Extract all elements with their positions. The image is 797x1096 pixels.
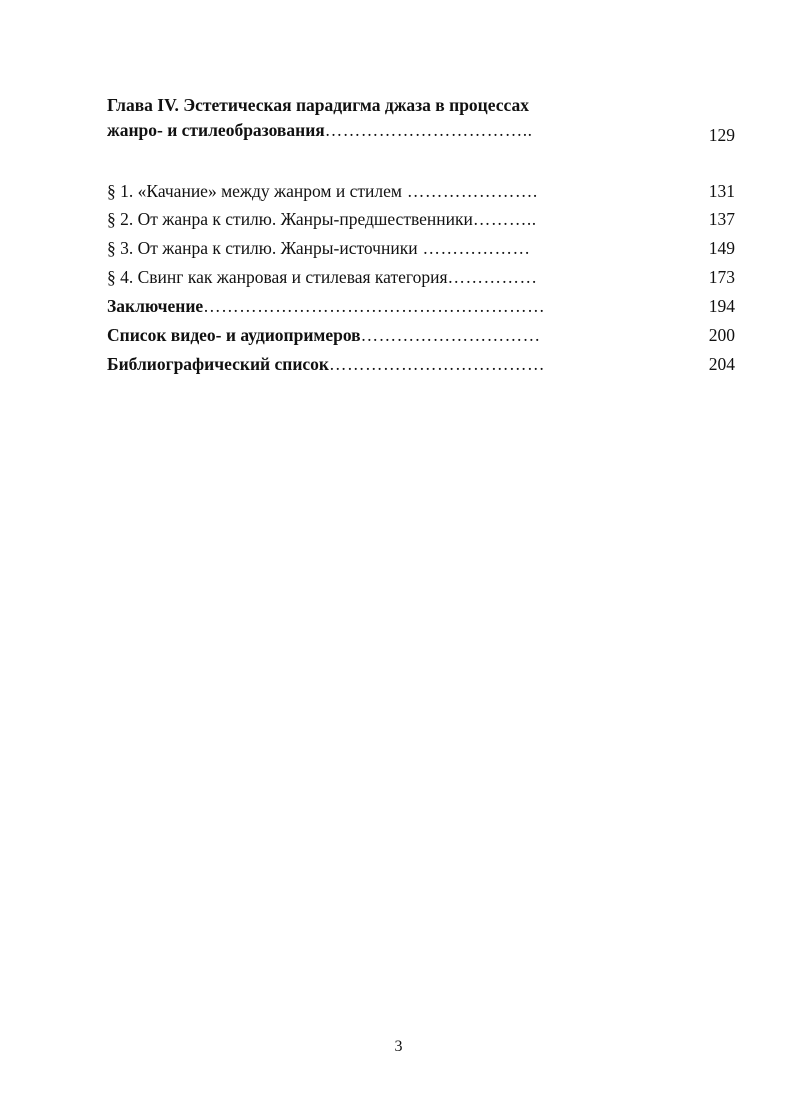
- toc-entry-label: § 2. От жанра к стилю. Жанры-предшественники: [107, 209, 473, 229]
- chapter-heading-text-cont: жанро- и стилеобразования: [107, 120, 325, 140]
- chapter-heading-line1: [107, 94, 529, 116]
- leader-dots: ………………….: [401, 181, 538, 201]
- toc-entry-2: [107, 208, 537, 230]
- toc-entry-conclusion: [107, 295, 545, 317]
- toc-entry-page: 137: [708, 209, 735, 229]
- toc-entry-label: § 1. «Качание» между жанром и стилем: [107, 181, 402, 201]
- leader-dots: ………………………………: [329, 354, 546, 374]
- leader-dots: ………………: [417, 238, 531, 258]
- toc-entry-examples: [107, 324, 541, 346]
- leader-dots: ………..: [472, 209, 537, 229]
- toc-entry-1: [107, 180, 538, 202]
- chapter-heading-line2: [107, 119, 533, 141]
- toc-entry-3: [107, 237, 530, 259]
- toc-entry-4: [107, 266, 538, 288]
- toc-entry-label: Список видео- и аудиопримеров: [107, 325, 361, 345]
- toc-entry-page: 204: [708, 354, 735, 374]
- toc-entry-label: Библиографический список: [107, 354, 330, 374]
- toc-entry-page: 149: [708, 238, 735, 258]
- toc-entry-page: 131: [708, 181, 735, 201]
- toc-entry-page: 200: [708, 325, 735, 345]
- leader-dots: ……………: [447, 267, 538, 287]
- toc-entry-bibliography: [107, 353, 545, 375]
- toc-entry-page: 194: [708, 296, 735, 316]
- leader-dots: …………………………………………………: [203, 296, 546, 316]
- chapter-heading-text: Глава IV. Эстетическая парадигма джаза в процессах: [107, 95, 529, 115]
- toc-entry-label: Заключение: [107, 296, 204, 316]
- footer-page-number: 3: [394, 1038, 403, 1055]
- toc-entry-label: § 4. Свинг как жанровая и стилевая категория: [107, 267, 448, 287]
- chapter-page-number: 129: [708, 125, 735, 145]
- toc-entry-label: § 3. От жанра к стилю. Жанры-источники: [107, 238, 418, 258]
- leader-dots: …………………………: [360, 325, 541, 345]
- leader-dots: ……………………………..: [324, 120, 533, 140]
- toc-entry-page: 173: [708, 267, 735, 287]
